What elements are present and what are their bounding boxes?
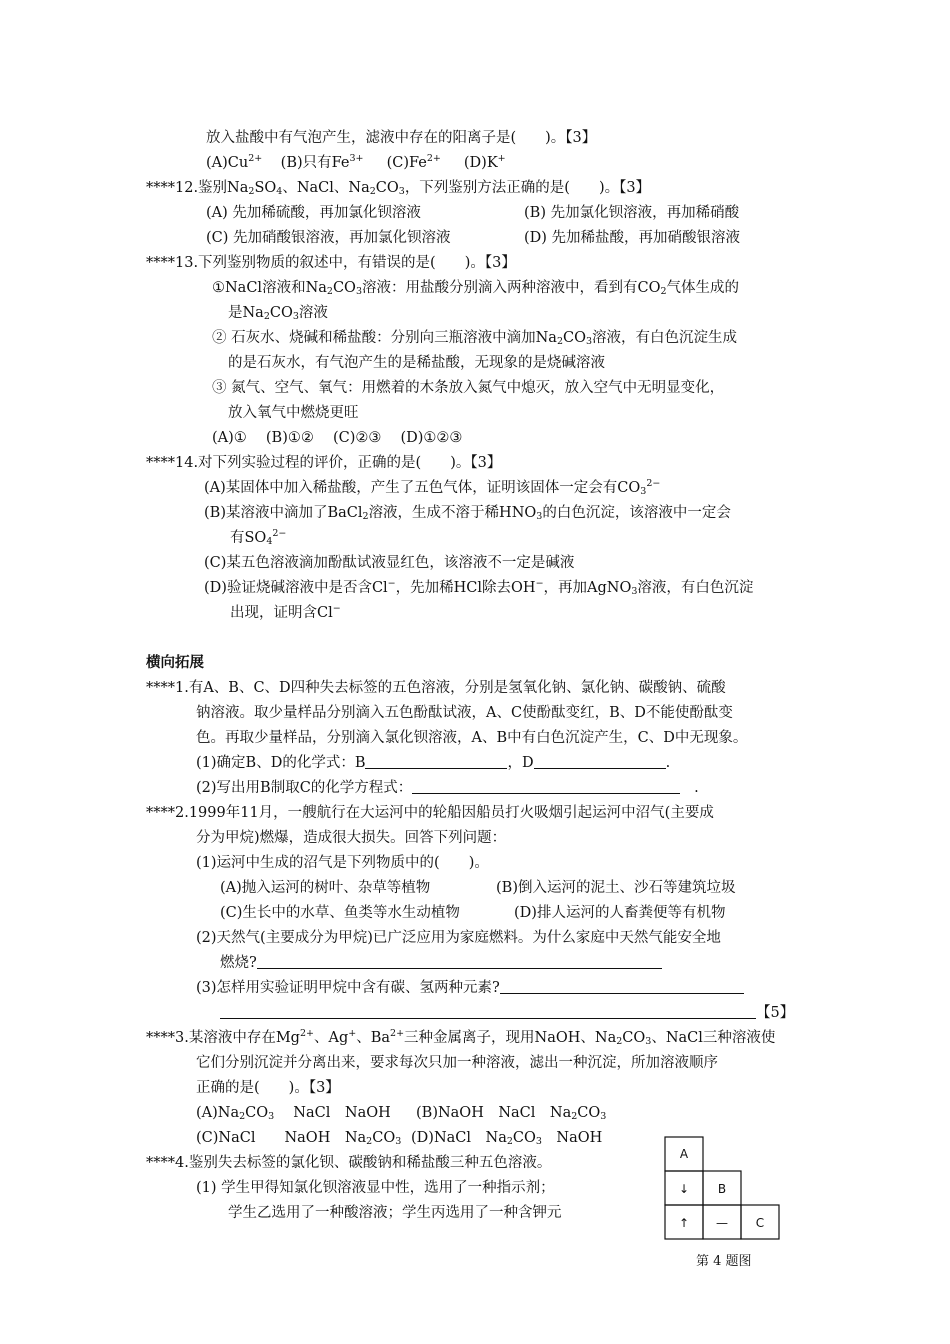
figure-arrow-down: ↓ [678,1182,690,1196]
e2-sub-2-cont: 燃烧? [220,953,662,973]
e2-sub-3: (3)怎样用实验证明甲烷中含有碳、氢两种元素? [196,978,744,998]
q13-item-2: ② 石灰水、烧碱和稀盐酸：分别向三瓶溶液中滴加$Na_2CO_3$溶液，有白色沉淀生成 [212,330,738,347]
q13-item-1: ①NaCl溶液和$Na_2CO_3$溶液：用盐酸分别滴入两种溶液中，看到有$CO_2$气体生成的 [212,280,740,297]
q14-stem: ****14.对下列实验过程的评价，正确的是( )。【3】 [146,455,502,471]
e3-option-b: (B)NaOH NaCl $Na_2CO_3$ [416,1105,607,1122]
e3-option-a: $(A)Na_2CO_3$ NaCl NaOH [196,1105,391,1122]
answer-blank[interactable] [257,953,662,969]
e2-option-c: (C)生长中的水草、鱼类等水生动植物 [220,905,460,921]
e1-line-3: 色。再取少量样品，分别滴入氯化钡溶液，A、B中有白色沉淀产生，C、D中无现象。 [196,730,748,746]
e4-line-1: ****4.鉴别失去标签的氯化钡、碳酸钠和稀盐酸三种五色溶液。 [146,1155,552,1171]
answer-blank[interactable] [534,753,666,769]
e3-option-d: (D)NaCl $Na_2CO_3$ NaOH [411,1130,603,1147]
q14-option-b-cont: 有$SO_4^{2-}$ [230,528,287,547]
q14-option-d-cont: 出现，证明含Cl− [230,603,341,621]
figure-caption: 第 4 题图 [696,1254,752,1269]
e2-option-a: (A)抛入运河的树叶、杂草等植物 [220,880,431,896]
e1-sub-1: (1)确定B、D的化学式：B ，D . [196,755,671,771]
e2-option-b: (B)倒入运河的泥土、沙石等建筑垃圾 [496,880,736,896]
e1-sub-2: (2)写出用B制取C的化学方程式： . [196,780,699,796]
q11-stem-tail: 放入盐酸中有气泡产生，滤液中存在的阳离子是( )。【3】 [206,130,597,146]
q12-option-c: (C) 先加硝酸银溶液，再加氯化钡溶液 [206,230,451,246]
e4-sub-1: (1) 学生甲得知氯化钡溶液显中性，选用了一种指示剂； [196,1180,555,1196]
e3-line-3: 正确的是( )。【3】 [196,1080,340,1096]
e2-sub-2: (2)天然气(主要成分为甲烷)已广泛应用为家庭燃料。为什么家庭中天然气能安全地 [196,930,721,946]
q13-stem: ****13.下列鉴别物质的叙述中，有错误的是( )。【3】 [146,255,516,271]
q12-option-a: (A) 先加稀硫酸，再加氯化钡溶液 [206,205,421,221]
q14-option-a: (A)某固体中加入稀盐酸，产生了五色气体，证明该固体一定会有$CO_3^{2-}$ [204,478,661,497]
e2-sub-3-cont: 【5】 [220,1003,794,1023]
e4-sub-1-cont: 学生乙选用了一种酸溶液；学生丙选用了一种含钾元 [228,1205,562,1221]
answer-blank[interactable] [365,753,507,769]
figure-dash: — [716,1216,728,1230]
e2-sub-1: (1)运河中生成的沼气是下列物质中的( )。 [196,855,489,871]
q14-option-b: (B)某溶液中滴加了BaCl$_2$溶液，生成不溶于稀$HNO_3$的白色沉淀，该溶液中一定会 [204,505,731,522]
q12-stem: ****12.鉴别$Na_2SO_4$、NaCl、$Na_2CO_3$，下列鉴别方法正确的是( )。【3】 [146,180,651,197]
q11-options: $(A)Cu^{2+}$ (B)只有$Fe^{3+}$ $(C)Fe^{2+}$ (D)K+ [206,153,506,171]
q13-item-1-cont: 是$Na_2CO_3$溶液 [228,305,328,322]
q13-item-3-cont: 放入氧气中燃烧更旺 [228,405,359,421]
q4-figure [664,1136,782,1240]
figure-label-b: B [717,1182,727,1196]
figure-label-c: C [755,1216,765,1230]
q13-item-3: ③ 氮气、空气、氧气：用燃着的木条放入氮气中熄灭，放入空气中无明显变化， [212,380,725,396]
answer-blank[interactable] [500,978,744,994]
e1-line-1: ****1.有A、B、C、D四种失去标签的五色溶液，分别是氢氧化钠、氯化钠、碳酸钠、硫酸 [146,680,726,696]
q12-option-d: (D) 先加稀盐酸，再加硝酸银溶液 [524,230,741,246]
answer-blank[interactable] [220,1003,756,1019]
e3-option-c: (C)NaCl NaOH $Na_2CO_3$ [196,1130,402,1147]
figure-arrow-up: ↑ [678,1216,690,1230]
q14-option-d: (D)验证烧碱溶液中是否含Cl−，先加稀HCl除去OH−，再加AgNO$_3$溶液，有白色沉淀 [204,578,754,597]
e3-line-1: ****3.某溶液中存在$Mg^{2+}$、Ag+、$Ba^{2+}$三种金属离子，现用NaOH、$Na_2CO_3$、NaCl三种溶液使 [146,1028,776,1047]
e2-line-2: 分为甲烷)燃爆，造成很大损失。回答下列问题： [196,830,507,846]
e3-line-2: 它们分别沉淀并分离出来，要求每次只加一种溶液，滤出一种沉淀，所加溶液顺序 [196,1055,718,1071]
q13-options: (A)① (B)①② (C)②③ (D)①②③ [212,430,463,446]
e1-line-2: 钠溶液。取少量样品分别滴入五色酚酞试液，A、C使酚酞变红，B、D不能使酚酞变 [196,705,733,721]
figure-label-a: A [679,1147,689,1161]
section-heading: 横向拓展 [146,655,204,671]
q12-option-b: (B) 先加氯化钡溶液，再加稀硝酸 [524,205,740,221]
q13-item-2-cont: 的是石灰水，有气泡产生的是稀盐酸，无现象的是烧碱溶液 [228,355,605,371]
q14-option-c: (C)某五色溶液滴加酚酞试液显红色，该溶液不一定是碱液 [204,555,575,571]
e2-line-1: ****2.1999年11月，一艘航行在大运河中的轮船因船员打火吸烟引起运河中沼气(主要成 [146,805,714,821]
answer-blank[interactable] [412,778,680,794]
e2-option-d: (D)排人运河的人畜粪便等有机物 [514,905,726,921]
